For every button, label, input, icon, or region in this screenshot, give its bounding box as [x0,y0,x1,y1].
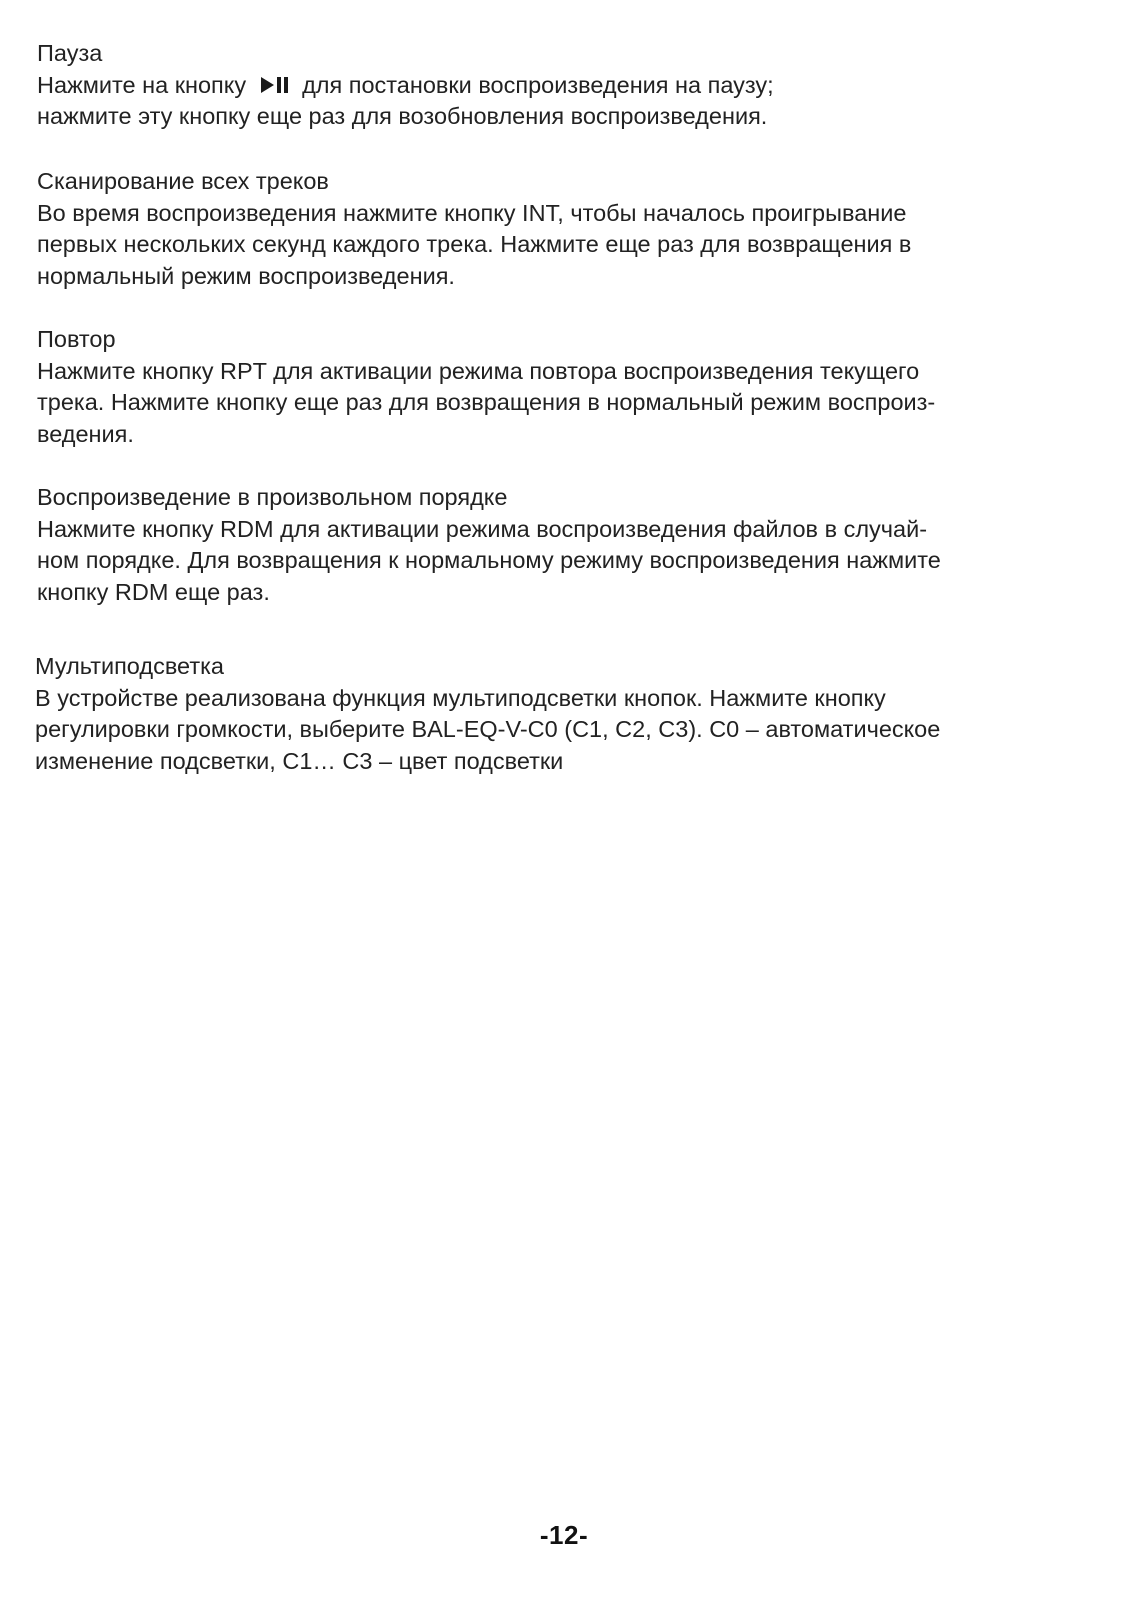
section-heading-repeat: Повтор [37,326,116,352]
multi-backlight-text-line-2: регулировки громкости, выберите BAL-EQ-V-C0 (C1, C2, C3). C0 – автоматическое [35,716,941,742]
play-pause-icon [260,75,292,95]
section-multi-backlight [35,651,1095,777]
random-text-line-2: ном порядке. Для возвращения к нормальному режиму воспроизведения нажмите [37,547,941,573]
section-heading-multi-backlight: Мультиподсветка [35,653,224,679]
section-heading-scan: Сканирование всех треков [37,168,329,194]
scan-text-line-2: первых нескольких секунд каждого трека. Нажмите еще раз для возвращения в [37,231,912,257]
repeat-text-line-2: трека. Нажмите кнопку еще раз для возвращения в нормальный режим воспроиз- [37,389,936,415]
pause-instruction-line-1 [37,70,1097,102]
section-random [37,482,1097,608]
section-pause [37,38,1097,133]
scan-text-line-1: Во время воспроизведения нажмите кнопку INT, чтобы началось проигрывание [37,199,907,226]
section-heading-random: Воспроизведение в произвольном порядке [37,484,508,510]
scan-text-line-3: нормальный режим воспроизведения. [37,262,455,289]
repeat-text-line-1: Нажмите кнопку RPT для активации режима повтора воспроизведения текущего [37,357,920,384]
pause-text-before-icon: Нажмите на кнопку [37,71,247,98]
multi-backlight-text-line-1: В устройстве реализована функция мультиподсветки кнопок. Нажмите кнопку [35,684,886,711]
pause-instruction-line-2: нажмите эту кнопку еще раз для возобновления воспроизведения. [37,103,768,129]
page-number: -12- [539,1520,589,1550]
pause-text-after-icon: для постановки воспроизведения на паузу; [302,71,774,98]
section-repeat [37,324,1097,450]
section-scan [37,166,1097,292]
random-text-line-1: Нажмите кнопку RDM для активации режима воспроизведения файлов в случай- [37,515,928,542]
multi-backlight-text-line-3: изменение подсветки, C1… C3 – цвет подсветки [35,747,564,774]
random-text-line-3: кнопку RDM еще раз. [37,578,270,605]
section-heading-pause: Пауза [37,40,103,66]
repeat-text-line-3: ведения. [37,420,134,447]
